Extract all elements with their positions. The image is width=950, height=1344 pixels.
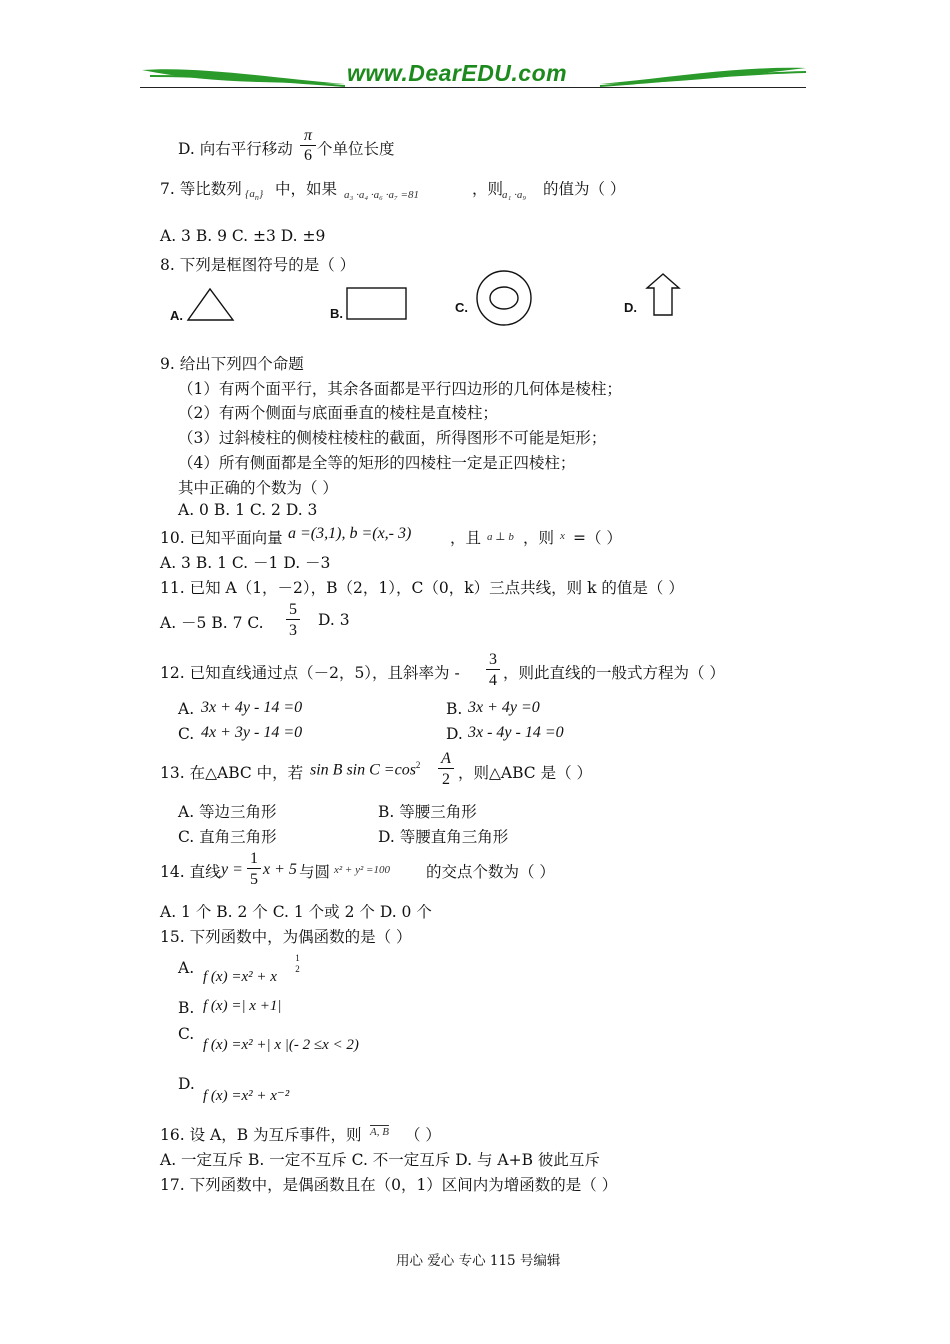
q15-exp-den: 2 [295,964,300,974]
q8-option-c-label: C. [455,300,468,315]
q14-fraction [247,849,261,890]
q13-cond-text: sin B sin C =cos [310,761,416,779]
q14-circle: x² + y² =100 [334,864,390,876]
q12-option-a-label: A. [178,700,195,718]
q16-stem-a: 16. 设 A，B 为互斥事件，则 [160,1126,362,1144]
q6-frac-num: π [303,127,312,144]
q12-frac-num: 3 [489,651,497,668]
q15-option-a-func: f (x) =x² + x [203,969,277,985]
q7-seq-open: {a [245,188,255,200]
q9-item-3: （3）过斜棱柱的侧棱柱棱柱的截面，所得图形不可能是矩形； [178,429,607,447]
q14-stem-c: 的交点个数为（ ） [426,863,555,881]
question-17-stem: 17. 下列函数中，是偶函数且在（0，1）区间内为增函数的是（ ） [160,1176,618,1194]
q6-frac-den: 6 [304,147,312,164]
q12-option-b-eq: 3x + 4y =0 [468,699,540,716]
q11-stem: 11. 已知 A（1，－2），B（2，1），C（0，k）三点共线，则 k 的值是（ ） [160,579,684,597]
q10-options: A. 3 B. 1 C. －1 D. －3 [160,554,331,572]
q10-var-x: x [560,530,565,542]
q9-ask: 其中正确的个数为（ ） [178,479,338,497]
q13-fraction [438,749,454,790]
double-circle-icon [474,268,534,328]
q12-option-c-label: C. [178,725,195,743]
q10-stem-b: ，且 [450,529,482,547]
q7-stem-c: ，则 [472,180,504,198]
q7-stem-a: 7. 等比数列 [160,180,242,198]
q11-fraction [286,600,300,641]
q6-optd-suffix: 个单位长度 [317,140,395,158]
q12-option-c-eq: 4x + 3y - 14 =0 [201,724,303,741]
q12-option-d-eq: 3x - 4y - 14 =0 [468,724,564,741]
rectangle-icon [345,286,409,322]
q6-fraction [300,127,316,166]
q13-stem-a: 13. 在△ABC 中，若 [160,764,304,782]
q7-seq-close: } [258,188,264,200]
q11-option-d: D. 3 [318,611,350,629]
q15-exp-num: 1 [295,953,300,963]
q10-stem-a: 10. 已知平面向量 [160,529,283,547]
q13-stem-b: ，则△ABC 是（ ） [458,764,593,782]
q14-frac-num: 1 [250,850,258,867]
q12-frac-den: 4 [489,672,497,689]
q8-option-a-label: A. [170,308,183,323]
q14-stem-a: 14. 直线 [160,863,221,881]
triangle-icon [186,286,236,322]
q11-frac-den: 3 [289,622,297,639]
q12-option-b-label: B. [446,700,463,718]
q11-options-abc: A. －5 B. 7 C. [160,614,264,632]
q13-frac-den: 2 [442,771,450,788]
q14-frac-den: 5 [250,871,258,888]
q13-option-c: C. 直角三角形 [178,828,277,846]
q10-stem-c: ，则 [523,529,555,547]
q14-line-lhs: y = [221,861,243,878]
q7-options: A. 3 B. 9 C. ±3 D. ±9 [160,227,326,245]
q6-optd-prefix: D. 向右平行移动 [178,140,293,158]
q7-target: a₁ ·a₉ [502,189,527,201]
q15-option-b-func: f (x) =| x +1| [203,998,282,1014]
q15-option-c-label: C. [178,1025,195,1043]
q16-options: A. 一定互斥 B. 一定不互斥 C. 不一定互斥 D. 与 A+B 彼此互斥 [160,1151,600,1169]
q8-option-b-label: B. [330,306,343,321]
q9-item-1: （1）有两个面平行，其余各面都是平行四边形的几何体是棱柱； [178,380,622,398]
q7-stem-b: 中，如果 [275,180,338,198]
q7-seq-sub: n [254,193,259,203]
q15-option-d-label: D. [178,1075,195,1093]
q11-frac-num: 5 [289,601,297,618]
q10-perpendicular: a ⊥ b [487,531,514,543]
q10-stem-d: =（ ） [573,529,622,547]
q15-option-a-label: A. [178,959,195,977]
q9-item-4: （4）所有侧面都是全等的矩形的四棱柱一定是正四棱柱； [178,454,576,472]
header-rule [140,87,806,88]
page-footer: 用心 爱心 专心 115 号编辑 [396,1253,561,1269]
q10-vectors: a =(3,1), b =(x,- 3) [288,525,412,542]
q8-stem: 8. 下列是框图符号的是（ ） [160,256,356,274]
q16-events: A, B [370,1126,389,1138]
q15-exponent [293,953,302,975]
q9-item-2: （2）有两个侧面与底面垂直的棱柱是直棱柱； [178,404,498,422]
site-logo: www.DearEDU.com [347,60,568,86]
q8-option-d-label: D. [624,300,637,315]
q15-stem: 15. 下列函数中，为偶函数的是（ ） [160,928,412,946]
q7-stem-d: 的值为（ ） [543,180,626,198]
q13-condition [310,760,420,779]
q15-option-d-func: f (x) =x² + x⁻² [203,1088,290,1104]
header-banner [140,58,808,92]
q15-option-c-func: f (x) =x² +| x |(- 2 ≤x < 2) [203,1037,359,1053]
q7-condition: a₃ ·a₄ ·a₆ ·a₇ =81 [344,189,419,201]
q9-options: A. 0 B. 1 C. 2 D. 3 [178,501,318,519]
q14-stem-b: 与圆 [299,863,331,881]
q7-sequence [245,188,263,202]
up-arrow-icon [644,272,682,318]
q13-frac-num: A [441,750,451,767]
q13-option-b: B. 等腰三角形 [378,803,477,821]
q12-option-d-label: D. [446,725,463,743]
q15-option-b-label: B. [178,999,195,1017]
q13-square: 2 [415,760,421,770]
q13-option-d: D. 等腰直角三角形 [378,828,509,846]
q14-line-rhs: x + 5 [263,861,297,878]
q9-stem: 9. 给出下列四个命题 [160,355,304,373]
q12-stem-b: ，则此直线的一般式方程为（ ） [503,664,725,682]
q12-fraction [486,650,500,691]
q16-stem-b: （ ） [405,1126,441,1144]
q14-options: A. 1 个 B. 2 个 C. 1 个或 2 个 D. 0 个 [160,903,432,921]
q12-option-a-eq: 3x + 4y - 14 =0 [201,699,303,716]
q12-stem-a: 12. 已知直线通过点（－2，5），且斜率为 - [160,664,460,682]
q13-option-a: A. 等边三角形 [178,803,277,821]
